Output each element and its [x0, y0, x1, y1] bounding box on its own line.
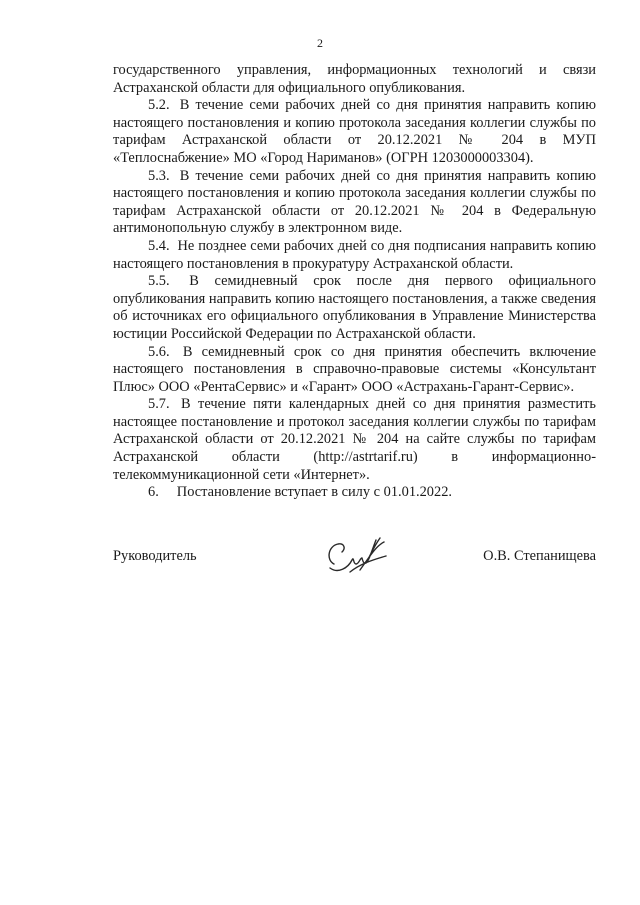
paragraph-5-6: 5.6. В семидневный срок со дня принятия обеспечить включение настоящего постановления в справочно-правовые системы «Консультант Плюс» ООО «РентаСервис» и «Гарант» ООО «Астрахань-Гарант-Сервис». — [113, 343, 596, 395]
paragraph-number: 5.5. — [148, 273, 170, 290]
paragraph-number: 5.7. — [148, 396, 170, 413]
paragraph-number: 5.3. — [148, 167, 170, 184]
paragraph-5-4: 5.4. Не позднее семи рабочих дней со дня подписания направить копию настоящего постановления в прокуратуру Астраханской области. — [113, 237, 596, 272]
paragraph-number: 5.4. — [148, 237, 170, 254]
page-number: 2 — [317, 36, 323, 50]
signatory-title: Руководитель — [113, 548, 197, 564]
paragraph-5-3: 5.3. В течение семи рабочих дней со дня принятия направить копию настоящего постановления и копию протокола заседания коллегии службы по тарифам Астраханской области от 20.12.2021 № 204 в Федеральную антимонопольную службу в электронном виде. — [113, 167, 596, 237]
paragraph-number: 5.2. — [148, 97, 170, 114]
handwritten-signature — [320, 534, 390, 582]
signature-block — [113, 548, 596, 588]
paragraph-5-5: 5.5. В семидневный срок после дня первого официального опубликования направить копию настоящего постановления, а также сведения об источниках его официального опубликования в Управление Министерства юстиции Российской Федерации по Астраханской области. — [113, 273, 596, 342]
paragraph-5-2: 5.2. В течение семи рабочих дней со дня принятия направить копию настоящего постановления и копию протокола заседания коллегии службы по тарифам Астраханской области от 20.12.2021 № 204 в МУП «Теплоснабжение» МО «Город Нариманов» (ОГРН 1203000003304). — [113, 97, 596, 166]
signatory-name: О.В. Степанищева — [483, 548, 596, 564]
paragraph-continuation: государственного управления, информационных технологий и связи Астраханской области для официального опубликования. — [113, 62, 596, 96]
paragraph-number: 5.6. — [148, 343, 170, 360]
paragraph-6: 6. Постановление вступает в силу с 01.01.2022. — [148, 484, 452, 501]
paragraph-5-7: 5.7. В течение пяти календарных дней со дня принятия разместить настоящее постановление и протокол заседания коллегии службы по тарифам Астраханской области от 20.12.2021 № 204 на сайте службы по тарифам Астраханской области (http://astrtarif.ru) в информационно-телекоммуникационной сети «Интернет». — [113, 396, 596, 483]
document-body — [113, 62, 596, 502]
paragraph-number: 6. — [148, 484, 159, 501]
